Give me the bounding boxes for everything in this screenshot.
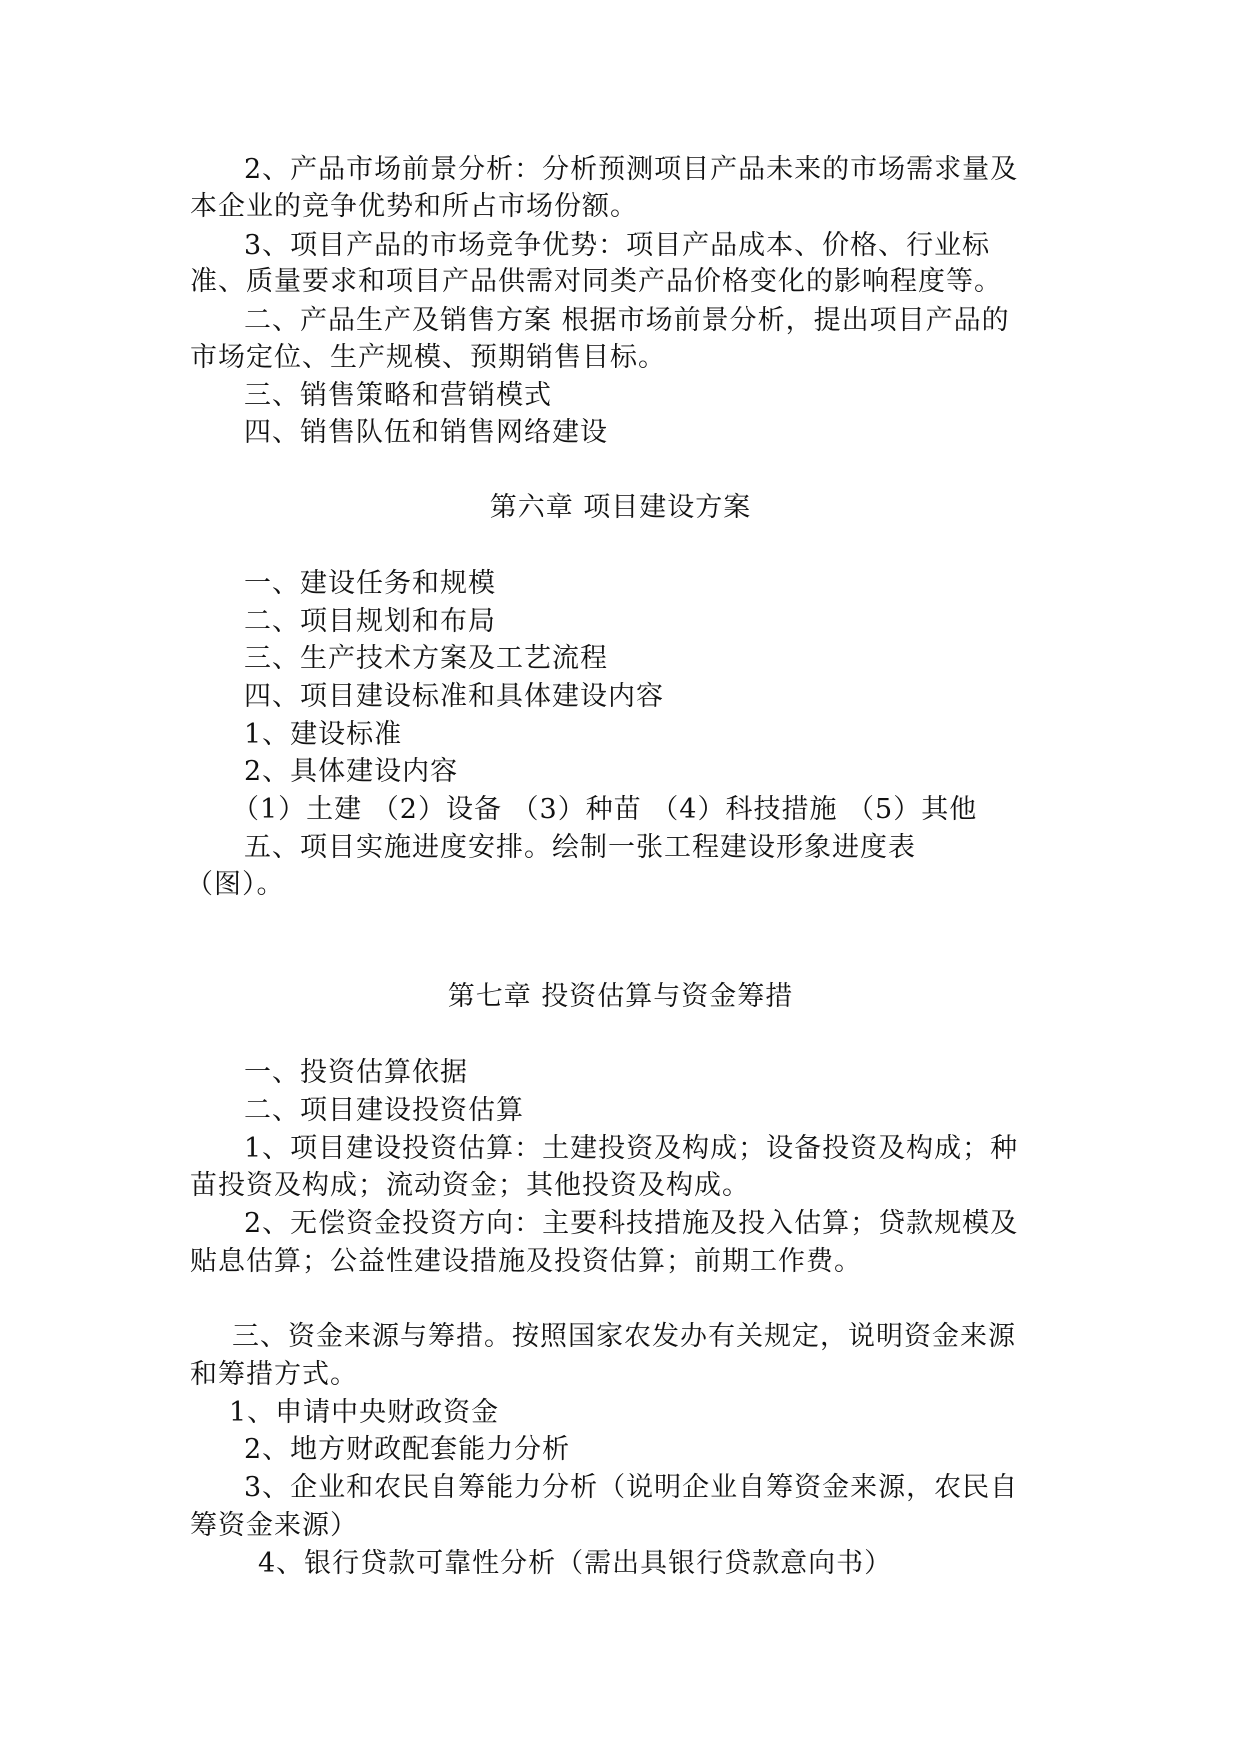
- paragraph-line: 贴息估算；公益性建设措施及投资估算；前期工作费。: [190, 1246, 862, 1277]
- list-item: 4、银行贷款可靠性分析（需出具银行贷款意向书）: [258, 1548, 893, 1579]
- paragraph-line: （图）。: [186, 869, 285, 900]
- list-item: （1）土建 （2）设备 （3）种苗 （4）科技措施 （5）其他: [232, 794, 978, 825]
- paragraph-line: 3、项目产品的市场竞争优势：项目产品成本、价格、行业标: [244, 230, 991, 261]
- list-item: 二、项目建设投资估算: [244, 1095, 524, 1126]
- paragraph-line: 1、项目建设投资估算：土建投资及构成；设备投资及构成；种: [244, 1133, 1019, 1164]
- paragraph-line: 苗投资及构成；流动资金；其他投资及构成。: [190, 1170, 750, 1201]
- list-item: 三、销售策略和营销模式: [244, 380, 552, 411]
- paragraph-line: 市场定位、生产规模、预期销售目标。: [190, 342, 666, 373]
- list-item: 一、建设任务和规模: [244, 568, 496, 599]
- paragraph-line: 筹资金来源）: [190, 1510, 358, 1541]
- list-item: 三、生产技术方案及工艺流程: [244, 643, 608, 674]
- list-item: 四、销售队伍和销售网络建设: [244, 417, 608, 448]
- paragraph-line: 2、无偿资金投资方向：主要科技措施及投入估算；贷款规模及: [244, 1208, 1019, 1239]
- chapter-heading: 第七章 投资估算与资金筹措: [447, 981, 794, 1012]
- list-item: 1、申请中央财政资金: [229, 1397, 500, 1428]
- paragraph-line: 准、质量要求和项目产品供需对同类产品价格变化的影响程度等。: [190, 266, 1002, 297]
- list-item: 1、建设标准: [244, 719, 403, 750]
- paragraph-line: 三、资金来源与筹措。按照国家农发办有关规定，说明资金来源: [232, 1321, 1016, 1352]
- list-item: 2、具体建设内容: [244, 756, 459, 787]
- paragraph-line: 五、项目实施进度安排。绘制一张工程建设形象进度表: [244, 832, 916, 863]
- paragraph-line: 3、企业和农民自筹能力分析（说明企业自筹资金来源，农民自: [244, 1472, 1019, 1503]
- paragraph-line: 二、产品生产及销售方案 根据市场前景分析，提出项目产品的: [244, 305, 1010, 336]
- paragraph-line: 和筹措方式。: [190, 1359, 358, 1390]
- chapter-heading: 第六章 项目建设方案: [489, 492, 752, 523]
- list-item: 2、地方财政配套能力分析: [244, 1434, 571, 1465]
- paragraph-line: 本企业的竞争优势和所占市场份额。: [190, 191, 638, 222]
- list-item: 二、项目规划和布局: [244, 606, 496, 637]
- list-item: 一、投资估算依据: [244, 1057, 468, 1088]
- paragraph-line: 2、产品市场前景分析：分析预测项目产品未来的市场需求量及: [244, 154, 1019, 185]
- list-item: 四、项目建设标准和具体建设内容: [244, 681, 664, 712]
